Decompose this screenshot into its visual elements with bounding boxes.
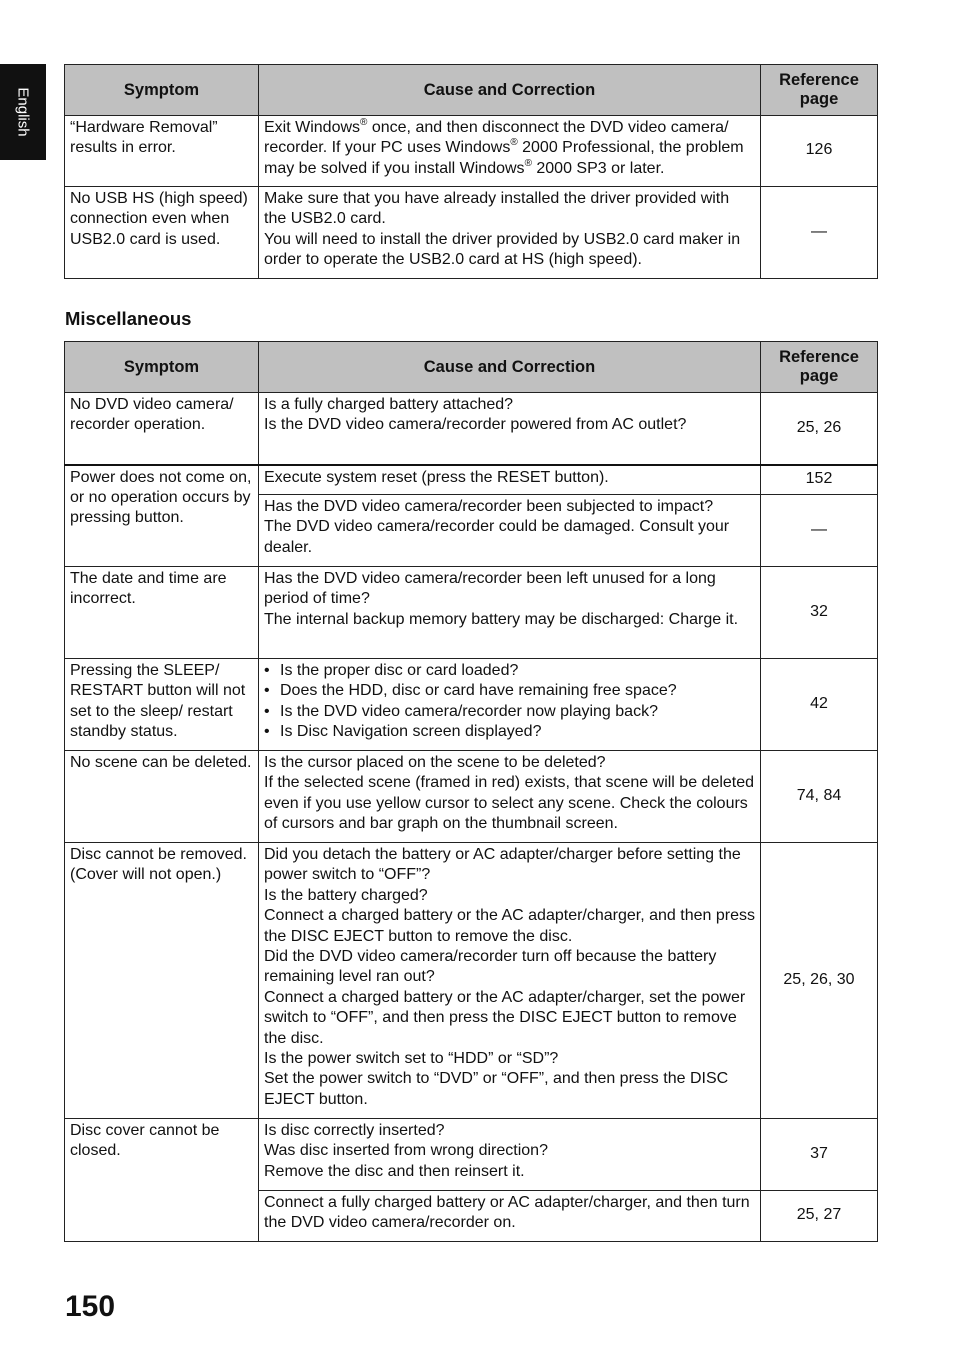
header-symptom: Symptom bbox=[65, 65, 259, 116]
reference-cell: 37 bbox=[761, 1119, 878, 1191]
reference-cell: 152 bbox=[761, 465, 878, 495]
header-cause: Cause and Correction bbox=[259, 342, 761, 393]
symptom-cell: Pressing the SLEEP/ RESTART button will not set to the sleep/ restart standby status. bbox=[65, 659, 259, 751]
symptom-cell: The date and time are incorrect. bbox=[65, 567, 259, 659]
reference-cell: 25, 26 bbox=[761, 393, 878, 465]
cause-cell: Connect a fully charged battery or AC adapter/charger, and then turn the DVD video camera/recorder on. bbox=[259, 1191, 761, 1242]
table-row bbox=[65, 116, 878, 187]
header-cause: Cause and Correction bbox=[259, 65, 761, 116]
table-row bbox=[65, 567, 878, 659]
header-symptom: Symptom bbox=[65, 342, 259, 393]
cause-cell: Is disc correctly inserted? Was disc inserted from wrong direction? Remove the disc and then reinsert it. bbox=[259, 1119, 761, 1191]
cause-cell: Make sure that you have already installed the driver provided with the USB2.0 card. You will need to install the driver provided by USB2.0 card maker in order to operate the USB2.0 card at HS (high speed). bbox=[259, 187, 761, 279]
table-row bbox=[65, 465, 878, 495]
reference-cell: 32 bbox=[761, 567, 878, 659]
reference-cell: 25, 27 bbox=[761, 1191, 878, 1242]
cause-cell: Is a fully charged battery attached? Is the DVD video camera/recorder powered from AC outlet? bbox=[259, 393, 761, 465]
cause-cell: Execute system reset (press the RESET button). bbox=[259, 465, 761, 495]
header-reference: Reference page bbox=[761, 65, 878, 116]
troubleshooting-table-usb bbox=[64, 64, 878, 279]
symptom-cell: Disc cannot be removed. (Cover will not open.) bbox=[65, 843, 259, 1119]
cause-cell bbox=[259, 659, 761, 751]
table-row bbox=[65, 393, 878, 465]
symptom-cell: Power does not come on, or no operation occurs by pressing button. bbox=[65, 465, 259, 567]
cause-cell: Is the cursor placed on the scene to be deleted? If the selected scene (framed in red) exists, that scene will be deleted even if you use yellow cursor to select any scene. Check the colours of cursors and bar graph on the thumbnail screen. bbox=[259, 751, 761, 843]
table-row bbox=[65, 751, 878, 843]
symptom-cell: Disc cover cannot be closed. bbox=[65, 1119, 259, 1242]
list-item: • Is the DVD video camera/recorder now playing back? bbox=[264, 702, 755, 722]
reference-cell: 126 bbox=[761, 116, 878, 187]
reference-cell: 42 bbox=[761, 659, 878, 751]
list-item: • Is Disc Navigation screen displayed? bbox=[264, 722, 755, 742]
table-row bbox=[65, 843, 878, 1119]
cause-cell: Did you detach the battery or AC adapter/charger before setting the power switch to “OFF”? Is the battery charged? Connect a charged battery or the AC adapter/charger, and then press the DISC EJECT button to remove the disc. Did the DVD video camera/recorder turn off because the battery remaining level ran out? Connect a charged battery or the AC adapter/charger, set the power switch to “OFF”, and then press the DISC EJECT button to remove the disc. Is the power switch set to “HDD” or “SD”? Set the power switch to “DVD” or “OFF”, and then press the DISC EJECT button. bbox=[259, 843, 761, 1119]
list-item: • Is the proper disc or card loaded? bbox=[264, 661, 755, 681]
section-heading: Miscellaneous bbox=[65, 308, 192, 329]
reference-cell: 25, 26, 30 bbox=[761, 843, 878, 1119]
language-tab bbox=[0, 64, 46, 160]
cause-cell: Has the DVD video camera/recorder been left unused for a long period of time? The internal backup memory battery may be discharged: Charge it. bbox=[259, 567, 761, 659]
symptom-cell: No DVD video camera/ recorder operation. bbox=[65, 393, 259, 465]
language-tab-label: English bbox=[14, 87, 32, 137]
table-header-row bbox=[65, 65, 878, 116]
symptom-cell: No USB HS (high speed) connection even when USB2.0 card is used. bbox=[65, 187, 259, 279]
list-item: • Does the HDD, disc or card have remaining free space? bbox=[264, 681, 755, 701]
symptom-cell: No scene can be deleted. bbox=[65, 751, 259, 843]
table-row bbox=[65, 1119, 878, 1191]
reference-cell: — bbox=[761, 187, 878, 279]
reference-cell: 74, 84 bbox=[761, 751, 878, 843]
cause-cell: Has the DVD video camera/recorder been subjected to impact? The DVD video camera/recorder could be damaged. Consult your dealer. bbox=[259, 495, 761, 567]
table-row bbox=[65, 659, 878, 751]
troubleshooting-table-misc bbox=[64, 341, 878, 1242]
reference-cell: — bbox=[761, 495, 878, 567]
symptom-cell: “Hardware Removal” results in error. bbox=[65, 116, 259, 187]
header-reference: Reference page bbox=[761, 342, 878, 393]
table-header-row bbox=[65, 342, 878, 393]
page-number: 150 bbox=[65, 1290, 116, 1323]
cause-cell: Exit Windows® once, and then disconnect the DVD video camera/ recorder. If your PC uses Windows® 2000 Professional, the problem may be solved if you install Windows® 2000 SP3 or later. bbox=[259, 116, 761, 187]
table-row bbox=[65, 187, 878, 279]
